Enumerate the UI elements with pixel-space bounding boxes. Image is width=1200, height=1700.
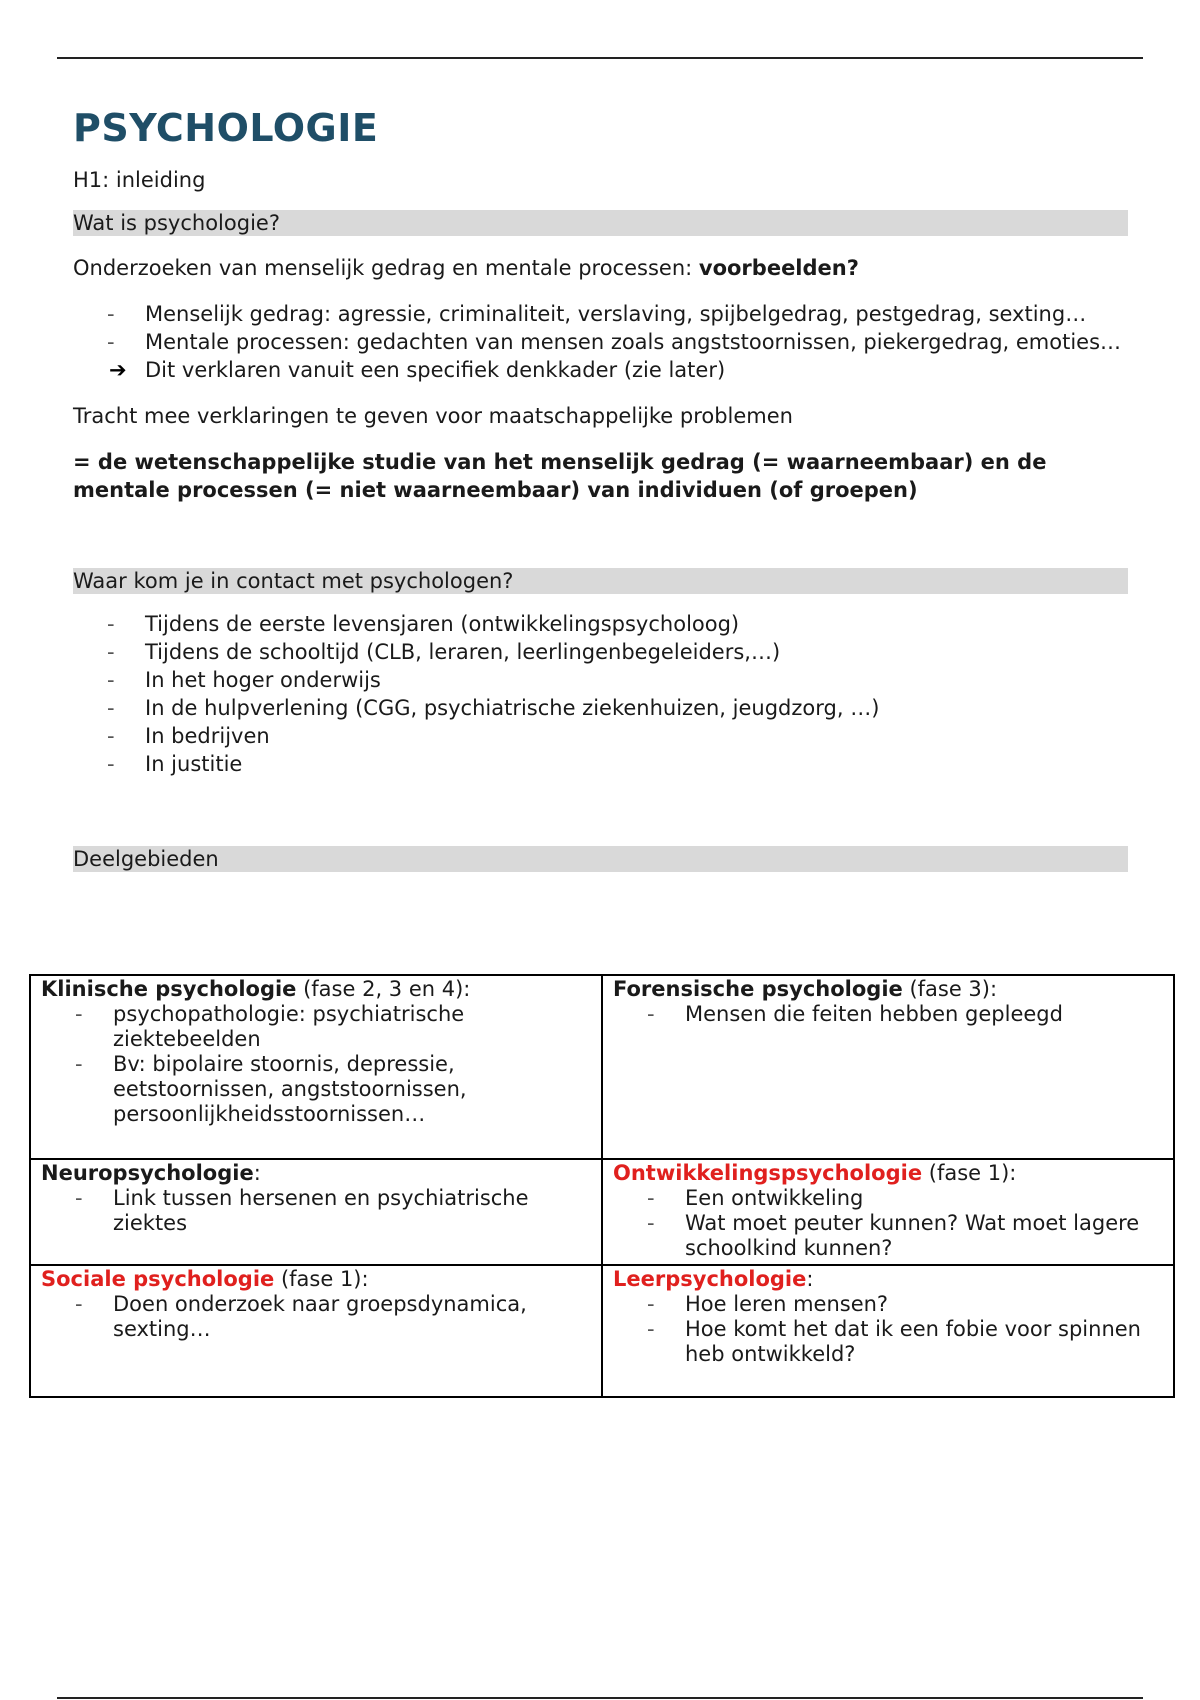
list-item [73, 722, 1128, 750]
cell-neuro [30, 1159, 602, 1265]
list-item-text: In het hoger onderwijs [145, 668, 381, 692]
section-heading-subfields: Deelgebieden [73, 846, 1128, 872]
list-item-text: Wat moet peuter kunnen? Wat moet lagere schoolkind kunnen? [685, 1211, 1140, 1260]
list-item-text: Een ontwikkeling [685, 1186, 864, 1210]
dash-bullet: - [647, 1002, 655, 1026]
list-item-text: Tijdens de eerste levensjaren (ontwikkelingspsycholoog) [145, 612, 740, 636]
dash-bullet: - [647, 1211, 655, 1235]
cell-developmental [602, 1159, 1174, 1265]
dash-bullet: - [75, 1052, 83, 1076]
cell-name: Leerpsychologie [613, 1267, 807, 1291]
definition: = de wetenschappelijke studie van het menselijk gedrag (= waarneembaar) en de mentale processen (= niet waarneembaar) van individuen (of groepen) [73, 450, 1047, 502]
dash-bullet: - [647, 1317, 655, 1341]
list-item [613, 1317, 1163, 1367]
arrow-icon: ➔ [109, 358, 127, 382]
paragraph-problems: Tracht mee verklaringen te geven voor maatschappelijke problemen [73, 404, 793, 428]
cell-suffix: (fase 3): [902, 977, 998, 1001]
list-item [41, 1052, 591, 1127]
list-item-text: In de hulpverlening (CGG, psychiatrische ziekenhuizen, jeugdzorg, …) [145, 696, 880, 720]
cell-forensic [602, 975, 1174, 1159]
list-item-text: Link tussen hersenen en psychiatrische ziektes [113, 1186, 529, 1235]
dash-bullet: - [107, 612, 115, 636]
document-body [73, 100, 1128, 872]
intro-text: Onderzoeken van menselijk gedrag en mentale processen: [73, 256, 699, 280]
dash-bullet: - [107, 752, 115, 776]
list-item [613, 1186, 1163, 1211]
bottom-rule [57, 1697, 1143, 1699]
examples-list [73, 300, 1128, 384]
dash-bullet: - [75, 1292, 83, 1316]
dash-bullet: - [107, 640, 115, 664]
cell-suffix: : [806, 1267, 814, 1291]
dash-bullet: - [75, 1002, 83, 1026]
subfields-table [29, 974, 1175, 1398]
cell-name: Forensische psychologie [613, 977, 903, 1001]
cell-social [30, 1265, 602, 1397]
list-item [41, 1186, 591, 1236]
dash-bullet: - [107, 302, 115, 326]
dash-bullet: - [107, 330, 115, 354]
list-item [613, 1002, 1163, 1027]
list-item-text: Hoe leren mensen? [685, 1292, 889, 1316]
list-item [73, 638, 1128, 666]
table-row [30, 1265, 1174, 1397]
section-heading-contact: Waar kom je in contact met psychologen? [73, 568, 1128, 594]
cell-name: Neuropsychologie [41, 1161, 254, 1185]
top-rule [57, 57, 1143, 59]
list-item-text: In bedrijven [145, 724, 270, 748]
list-item [73, 750, 1128, 778]
list-item-text: Mentale processen: gedachten van mensen zoals angststoornissen, piekergedrag, emoties… [145, 330, 1122, 354]
cell-clinical [30, 975, 602, 1159]
dash-bullet: - [107, 696, 115, 720]
list-item-text: Doen onderzoek naar groepsdynamica, sexting… [113, 1292, 527, 1341]
list-item [613, 1292, 1163, 1317]
list-item-text: Menselijk gedrag: agressie, criminaliteit, verslaving, spijbelgedrag, pestgedrag, sexting… [145, 302, 1087, 326]
intro-bold: voorbeelden? [698, 256, 859, 280]
table-row [30, 975, 1174, 1159]
dash-bullet: - [107, 668, 115, 692]
cell-suffix: : [253, 1161, 261, 1185]
page-title: PSYCHOLOGIE [73, 106, 379, 150]
intro-line [73, 254, 1128, 282]
list-item [73, 610, 1128, 638]
chapter-label: H1: inleiding [73, 168, 206, 192]
list-item [73, 300, 1128, 328]
list-item [41, 1002, 591, 1052]
list-item [41, 1292, 591, 1342]
dash-bullet: - [647, 1292, 655, 1316]
list-item-text: In justitie [145, 752, 243, 776]
cell-name: Ontwikkelingspsychologie [613, 1161, 923, 1185]
arrow-item-text: Dit verklaren vanuit een specifiek denkkader (zie later) [145, 358, 726, 382]
dash-bullet: - [75, 1186, 83, 1210]
list-item-text: Mensen die feiten hebben gepleegd [685, 1002, 1063, 1026]
cell-suffix: (fase 2, 3 en 4): [296, 977, 471, 1001]
list-item-text: psychopathologie: psychiatrische ziektebeelden [113, 1002, 465, 1051]
list-item [73, 666, 1128, 694]
list-item-text: Bv: bipolaire stoornis, depressie, eetstoornissen, angststoornissen, persoonlijkheidsstoornissen… [113, 1052, 467, 1126]
cell-name: Klinische psychologie [41, 977, 297, 1001]
cell-suffix: (fase 1): [922, 1161, 1017, 1185]
arrow-item [73, 356, 1128, 384]
list-item-text: Hoe komt het dat ik een fobie voor spinnen heb ontwikkeld? [685, 1317, 1141, 1366]
list-item [613, 1211, 1163, 1261]
cell-learning [602, 1265, 1174, 1397]
section-heading-what-is: Wat is psychologie? [73, 210, 1128, 236]
table-row [30, 1159, 1174, 1265]
dash-bullet: - [647, 1186, 655, 1210]
dash-bullet: - [107, 724, 115, 748]
contact-list [73, 610, 1128, 778]
list-item [73, 694, 1128, 722]
list-item-text: Tijdens de schooltijd (CLB, leraren, leerlingenbegeleiders,…) [145, 640, 781, 664]
cell-suffix: (fase 1): [274, 1267, 369, 1291]
cell-name: Sociale psychologie [41, 1267, 275, 1291]
list-item [73, 328, 1128, 356]
